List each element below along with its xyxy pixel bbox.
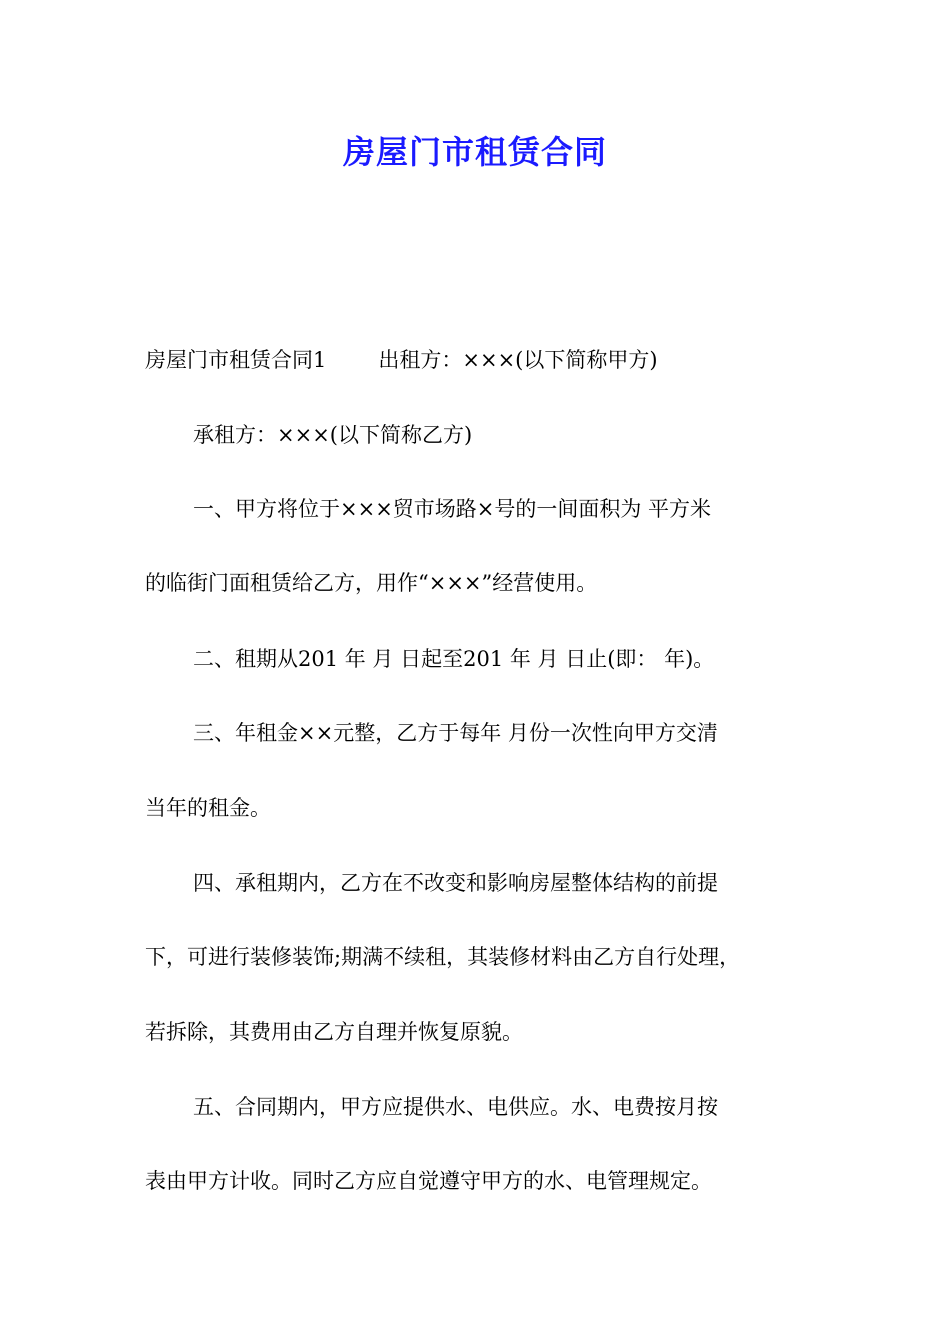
- lessor-line: 出租方：×××(以下简称甲方): [378, 348, 658, 372]
- clause-5-line-2: 表由甲方计收。同时乙方应自觉遵守甲方的水、电管理规定。: [145, 1169, 712, 1193]
- clause-3-line-2: 当年的租金。: [145, 796, 271, 820]
- paragraph-line-heading: [145, 345, 845, 375]
- clause-5-line-1: 五、合同期内，甲方应提供水、电供应。水、电费按月按: [193, 1095, 718, 1119]
- document-title: 房屋门市租赁合同: [342, 133, 607, 171]
- clause-1-line-2: 的临街门面租赁给乙方，用作“×××”经营使用。: [145, 571, 598, 595]
- clause-1-line-1: 一、甲方将位于×××贸市场路×号的一间面积为 平方米: [193, 497, 712, 521]
- clause-2-line-1: 二、租期从201 年 月 日起至201 年 月 日止(即： 年)。: [193, 647, 715, 671]
- clause-3-line-1: 三、年租金××元整，乙方于每年 月份一次性向甲方交清: [193, 721, 718, 745]
- contract-subtitle: 房屋门市租赁合同1: [145, 348, 327, 372]
- lessee-line: 承租方：×××(以下简称乙方): [193, 423, 473, 447]
- clause-4-line-3: 若拆除，其费用由乙方自理并恢复原貌。: [145, 1020, 523, 1044]
- clause-4-line-1: 四、承租期内，乙方在不改变和影响房屋整体结构的前提: [193, 871, 718, 895]
- clause-4-line-2: 下，可进行装修装饰;期满不续租，其装修材料由乙方自行处理，: [145, 945, 741, 969]
